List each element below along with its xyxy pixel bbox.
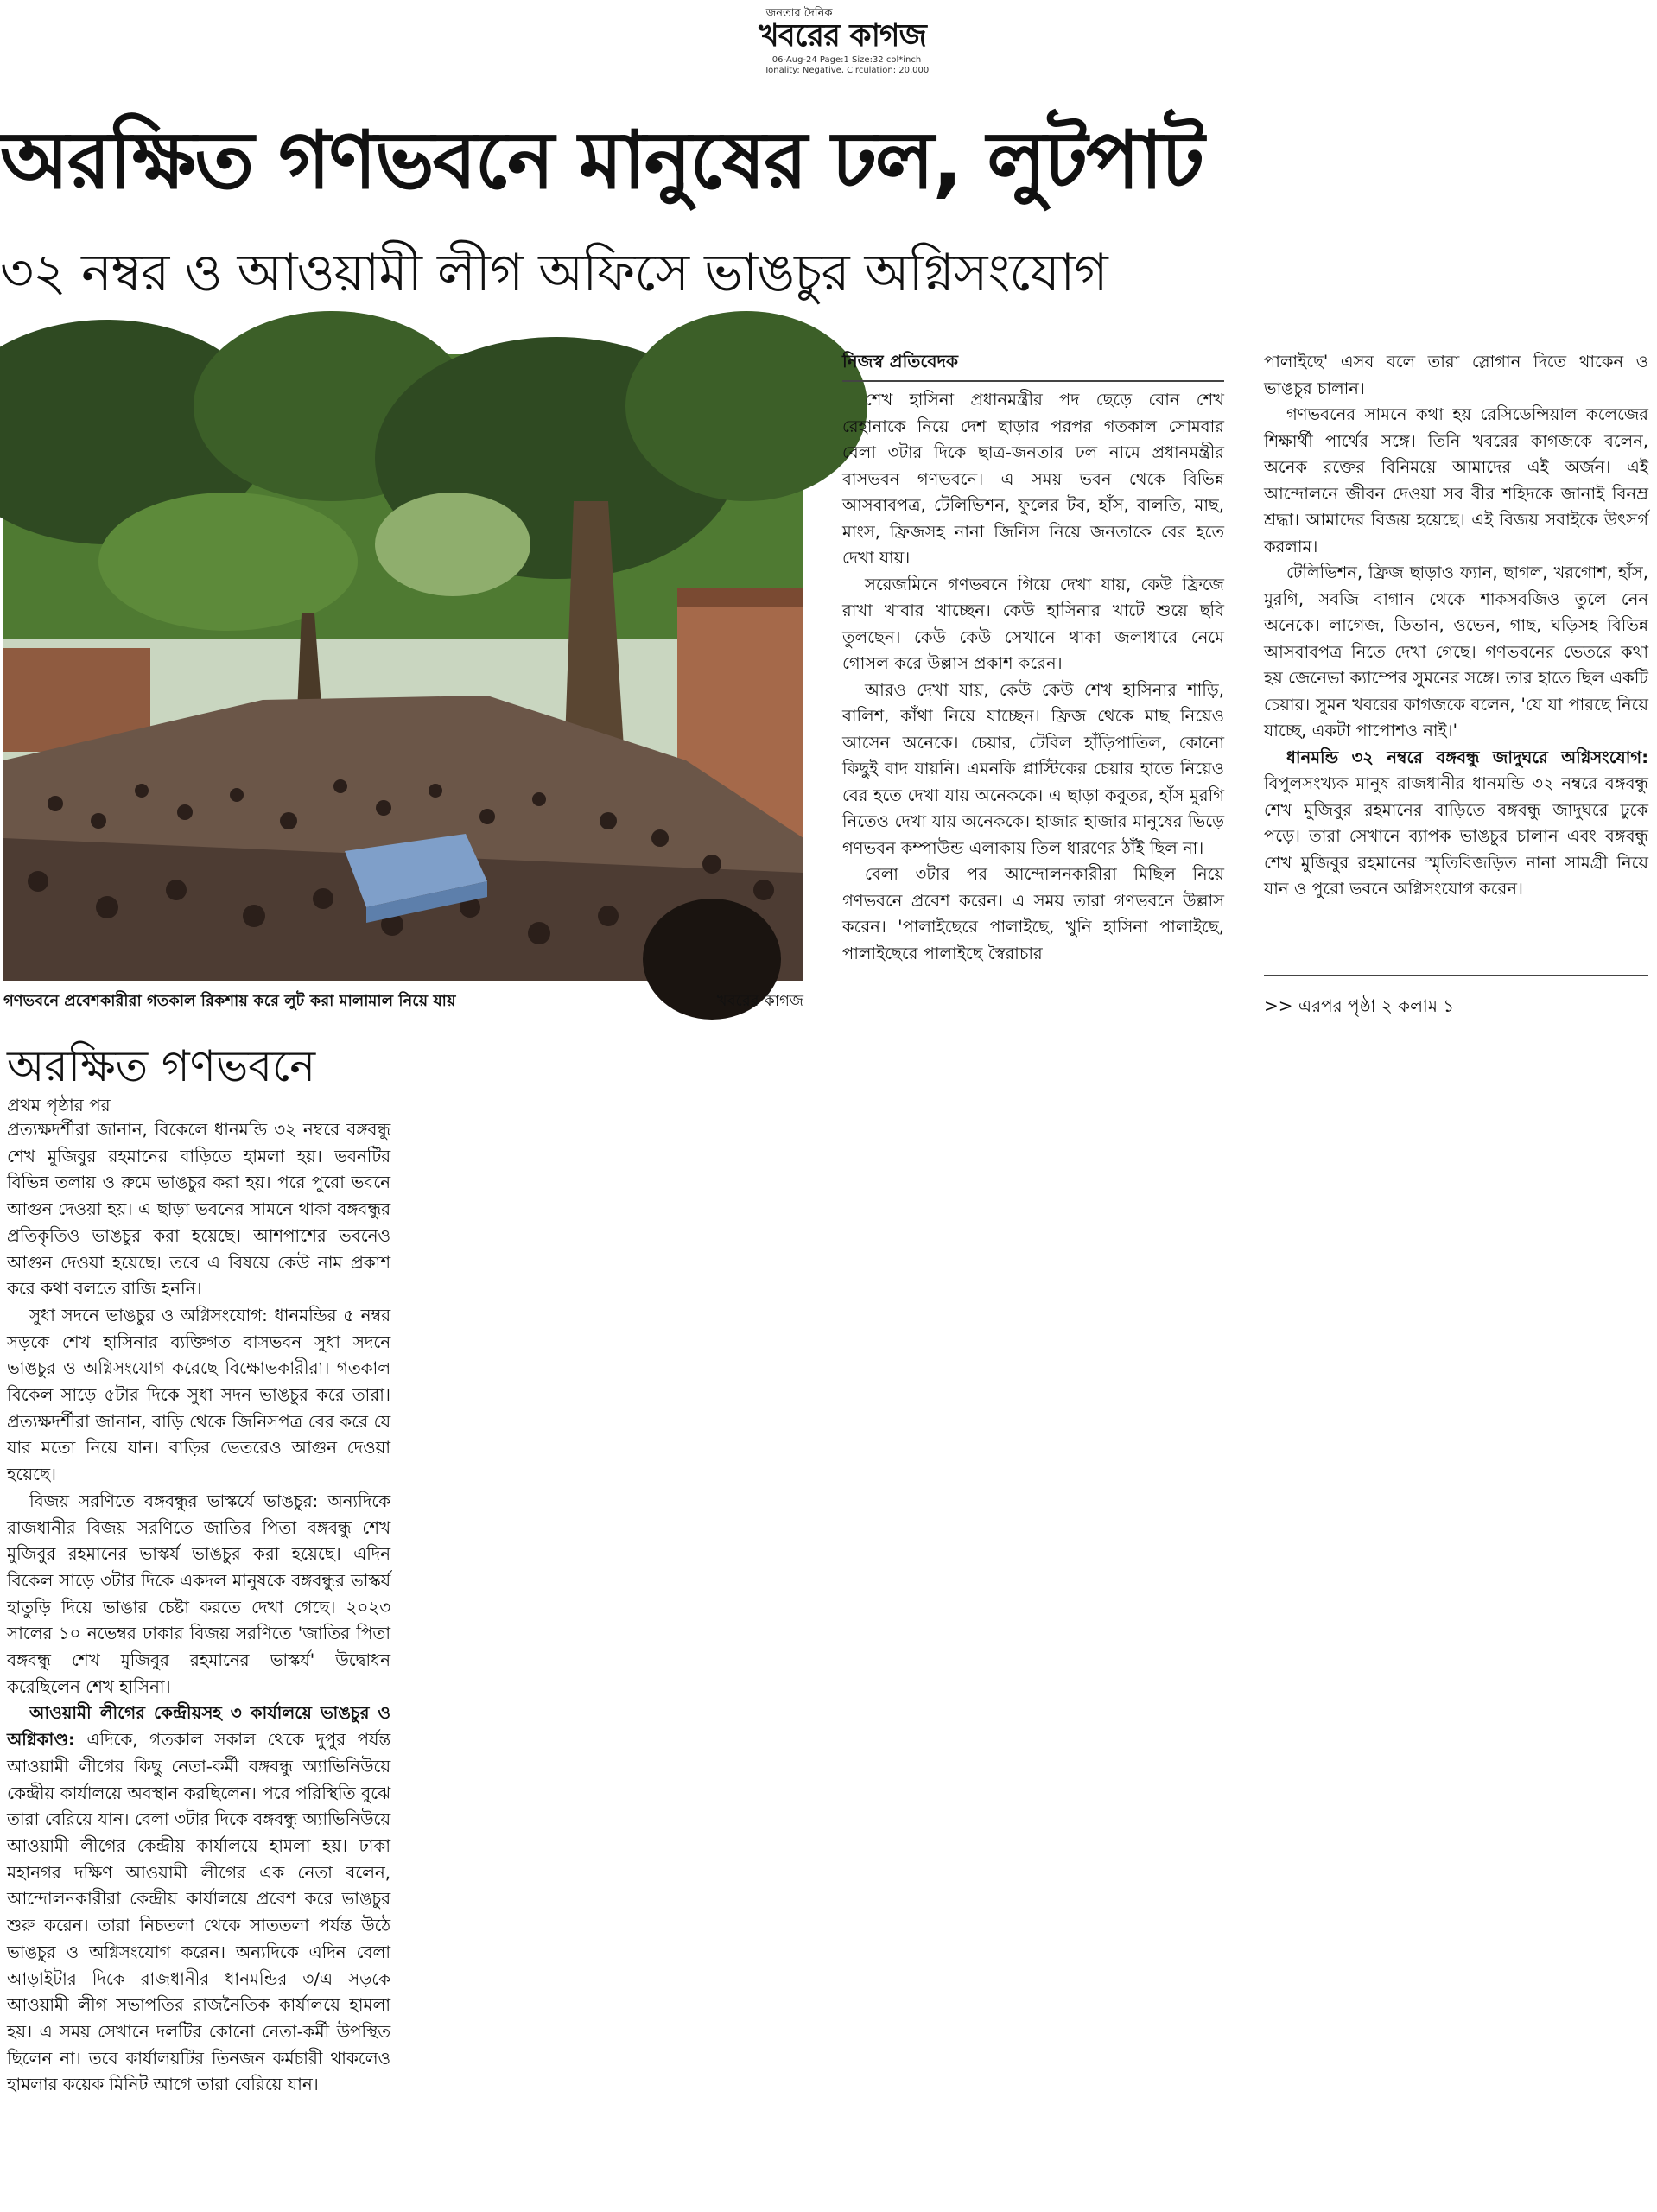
paragraph: সরেজমিনে গণভবনে গিয়ে দেখা যায়, কেউ ফ্রিজে রাখা খাবার খাচ্ছেন। কেউ হাসিনার খাটে শুয়ে ছবি তুলছেন। কেউ কেউ সেখানে থাকা জলাধারে নেমে গোসল করে উল্লাস প্রকাশ করেন। [842, 574, 1224, 673]
jump-note: >> এরপর পৃষ্ঠা ২ কলাম ১ [1264, 995, 1455, 1016]
subheadline: ৩২ নম্বর ও আওয়ামী লীগ অফিসে ভাঙচুর অগ্নিসংযোগ [0, 243, 1108, 303]
paragraph: টেলিভিশন, ফ্রিজ ছাড়াও ফ্যান, ছাগল, খরগোশ, হাঁস, মুরগি, সবজি বাগান থেকে শাকসবজিও তুলে নেন অনেকে। লাগেজ, ডিভান, ওভেন, গাছ, ঘড়িসহ বিভিন্ন আসবাবপত্র নিতে দেখা গেছে। গণভবনের ভেতরে কথা হয় জেনেভা ক্যাম্পের সুমনের সঙ্গে। তার হাতে ছিল একটি চেয়ার। সুমন খবরের কাগজকে বলেন, 'যে যা পারছে নিয়ে যাচ্ছে, একটা পাপোশও নাই।' [1264, 563, 1648, 741]
continuation-title: অরক্ষিত গণভবনে [7, 1041, 316, 1091]
paragraph: পালাইছে' এসব বলে তারা স্লোগান দিতে থাকেন ও ভাঙচুর চালান। [1264, 352, 1648, 398]
masthead-logo: খবরের কাগজ [759, 18, 926, 54]
paragraph [7, 1700, 390, 2099]
photo-credit: খবরের কাগজ [716, 992, 803, 1010]
paragraph: প্রত্যক্ষদর্শীরা জানান, বিকেলে ধানমন্ডি ৩২ নম্বরে বঙ্গবন্ধু শেখ মুজিবুর রহমানের বাড়িতে হামলা হয়। ভবনটির বিভিন্ন তলায় ও রুমে ভাঙচুর করা হয়। পরে পুরো ভবনে আগুন দেওয়া হয়। এ ছাড়া ভবনের সামনে থাকা বঙ্গবন্ধুর প্রতিকৃতিও ভাঙচুর করা হয়েছে। আশপাশের ভবনেও আগুন দেওয়া হয়েছে। তবে এ বিষয়ে কেউ নাম প্রকাশ করে কথা বলতে রাজি হননি। [7, 1120, 390, 1300]
paragraph: সুধা সদনে ভাঙচুর ও অগ্নিসংযোগ: ধানমন্ডির ৫ নম্বর সড়কে শেখ হাসিনার ব্যক্তিগত বাসভবন সুধা সদনে ভাঙচুর ও অগ্নিসংযোগ করেছে বিক্ষোভকারীরা। গতকাল বিকেল সাড়ে ৫টার দিকে সুধা সদন ভাঙচুর করে তারা। প্রত্যক্ষদর্শীরা জানান, বাড়ি থেকে জিনিসপত্র বের করে যে যার মতো নিয়ে যান। বাড়ির ভেতরেও আগুন দেওয়া হয়েছে। [7, 1305, 390, 1485]
paragraph: গণভবনের সামনে কথা হয় রেসিডেন্সিয়াল কলেজের শিক্ষার্থী পার্থের সঙ্গে। তিনি খবরের কাগজকে বলেন, অনেক রক্তের বিনিময়ে আমাদের এই অর্জন। এই আন্দোলনে জীবন দেওয়া সব বীর শহিদকে জানাই বিনম্র শ্রদ্ধা। আমাদের বিজয় হয়েছে। এই বিজয় সবাইকে উৎসর্গ করলাম। [1264, 404, 1648, 556]
masthead-tagline: জনতার দৈনিক [765, 7, 833, 20]
crowd-photo-illustration [3, 354, 803, 981]
byline-rule [842, 380, 1224, 382]
paragraph [1264, 745, 1648, 903]
photo-caption: গণভবনে প্রবেশকারীরা গতকাল রিকশায় করে লুট করা মালামাল নিয়ে যায় [3, 992, 456, 1010]
byline: নিজস্ব প্রতিবেদক [842, 351, 959, 372]
paragraph: বেলা ৩টার পর আন্দোলনকারীরা মিছিল নিয়ে গণভবনে প্রবেশ করেন। এ সময় তারা গণভবনে উল্লাস করেন। 'পালাইছেরে পালাইছে, খুনি হাসিনা পালাইছে, পালাইছেরে পালাইছে স্বৈরাচার [842, 864, 1224, 963]
continuation-source: প্রথম পৃষ্ঠার পর [7, 1095, 111, 1116]
paragraph: আরও দেখা যায়, কেউ কেউ শেখ হাসিনার শাড়ি, বালিশ, কাঁথা নিয়ে যাচ্ছেন। ফ্রিজ থেকে মাছ নিয়েও আসেন অনেকে। চেয়ার, টেবিল হাঁড়িপাতিল, কোনো কিছুই বাদ যায়নি। এমনকি প্লাস্টিকের চেয়ার হাতে নিয়েও বের হতে দেখা যায় অনেককে। এ ছাড়া কবুতর, হাঁস মুরগি নিতেও দেখা যায় অনেককে। হাজার হাজার মানুষের ভিড়ে গণভবন কম্পাউন্ড এলাকায় তিল ধারণের ঠাঁই ছিল না। [842, 679, 1224, 858]
continuation-column [7, 1117, 390, 2208]
clipping-meta-line1: 06-Aug-24 Page:1 Size:32 col*inch [771, 55, 922, 65]
paragraph: বিজয় সরণিতে বঙ্গবন্ধুর ভাস্কর্যে ভাঙচুর: অন্যদিকে রাজধানীর বিজয় সরণিতে জাতির পিতা বঙ্গবন্ধু শেখ মুজিবুর রহমানের ভাস্কর্য ভাঙচুর করা হয়েছে। এদিন বিকেল সাড়ে ৩টার দিকে একদল মানুষকে বঙ্গবন্ধুর ভাস্কর্য হাতুড়ি দিয়ে ভাঙার চেষ্টা করতে দেখা গেছে। ২০২৩ সালের ১০ নভেম্বর ঢাকার বিজয় সরণিতে 'জাতির পিতা বঙ্গবন্ধু শেখ মুজিবুর রহমানের ভাস্কর্য' উদ্বোধন করেছিলেন শেখ হাসিনা। [7, 1491, 390, 1697]
subsection-heading: আওয়ামী লীগের কেন্দ্রীয়সহ ৩ কার্যালয়ে ভাঙচুর ও অগ্নিকাণ্ড: [7, 1703, 390, 1751]
paragraph-body: বিপুলসংখ্যক মানুষ রাজধানীর ধানমন্ডি ৩২ নম্বরে বঙ্গবন্ধু শেখ মুজিবুর রহমানের বাড়িতে বঙ্গবন্ধু জাদুঘরে ঢুকে পড়ে। তারা সেখানে ব্যাপক ভাঙচুর চালান এবং বঙ্গবন্ধু শেখ মুজিবুর রহমানের স্মৃতিবিজড়িত নানা সামগ্রী নিয়ে যান ও পুরো ভবনে অগ্নিসংযোগ করেন। [1264, 773, 1648, 899]
article-column-3 [1264, 349, 1648, 967]
headline: অরক্ষিত গণভবনে মানুষের ঢল, লুটপাট [0, 114, 1203, 207]
subsection-heading: ধানমন্ডি ৩২ নম্বরে বঙ্গবন্ধু জাদুঘরে অগ্নিসংযোগ: [1286, 747, 1648, 767]
article-column-2 [842, 387, 1224, 963]
crowd-photo [3, 354, 803, 981]
paragraph: শেখ হাসিনা প্রধানমন্ত্রীর পদ ছেড়ে বোন শেখ রেহানাকে নিয়ে দেশ ছাড়ার পরপর গতকাল সোমবার বেলা ৩টার দিকে ছাত্র-জনতার ঢল নামে প্রধানমন্ত্রীর বাসভবন গণভবনে। এ সময় ভবন থেকে বিভিন্ন আসবাবপত্র, টেলিভিশন, ফুলের টব, হাঁস, বালতি, মাছ, মাংস, ফ্রিজসহ নানা জিনিস নিয়ে জনতাকে বের হতে দেখা যায়। [842, 390, 1224, 568]
jump-rule [1264, 975, 1648, 976]
paragraph-body: এদিকে, গতকাল সকাল থেকে দুপুর পর্যন্ত আওয়ামী লীগের কিছু নেতা-কর্মী বঙ্গবন্ধু অ্যাভিনিউয়ে কেন্দ্রীয় কার্যালয়ে অবস্থান করছিলেন। পরে পরিস্থিতি বুঝে তারা বেরিয়ে যান। বেলা ৩টার দিকে বঙ্গবন্ধু অ্যাভিনিউয়ে আওয়ামী লীগের কেন্দ্রীয় কার্যালয়ে হামলা হয়। ঢাকা মহানগর দক্ষিণ আওয়ামী লীগের এক নেতা বলেন, আন্দোলনকারীরা কেন্দ্রীয় কার্যালয়ে প্রবেশ করে ভাঙচুর শুরু করেন। তারা নিচতলা থেকে সাততলা পর্যন্ত উঠে ভাঙচুর ও অগ্নিসংযোগ করেন। অন্যদিকে এদিন বেলা আড়াইটার দিকে রাজধানীর ধানমন্ডির ৩/এ সড়কে আওয়ামী লীগ সভাপতির রাজনৈতিক কার্যালয়ে হামলা হয়। এ সময় সেখানে দলটির কোনো নেতা-কর্মী উপস্থিত ছিলেন না। তবে কার্যালয়টির তিনজন কর্মচারী থাকলেও হামলার কয়েক মিনিট আগে তারা বেরিয়ে যান। [7, 1730, 390, 2095]
clipping-meta-line2: Tonality: Negative, Circulation: 20,000 [764, 66, 930, 75]
clipping-meta [752, 55, 942, 76]
